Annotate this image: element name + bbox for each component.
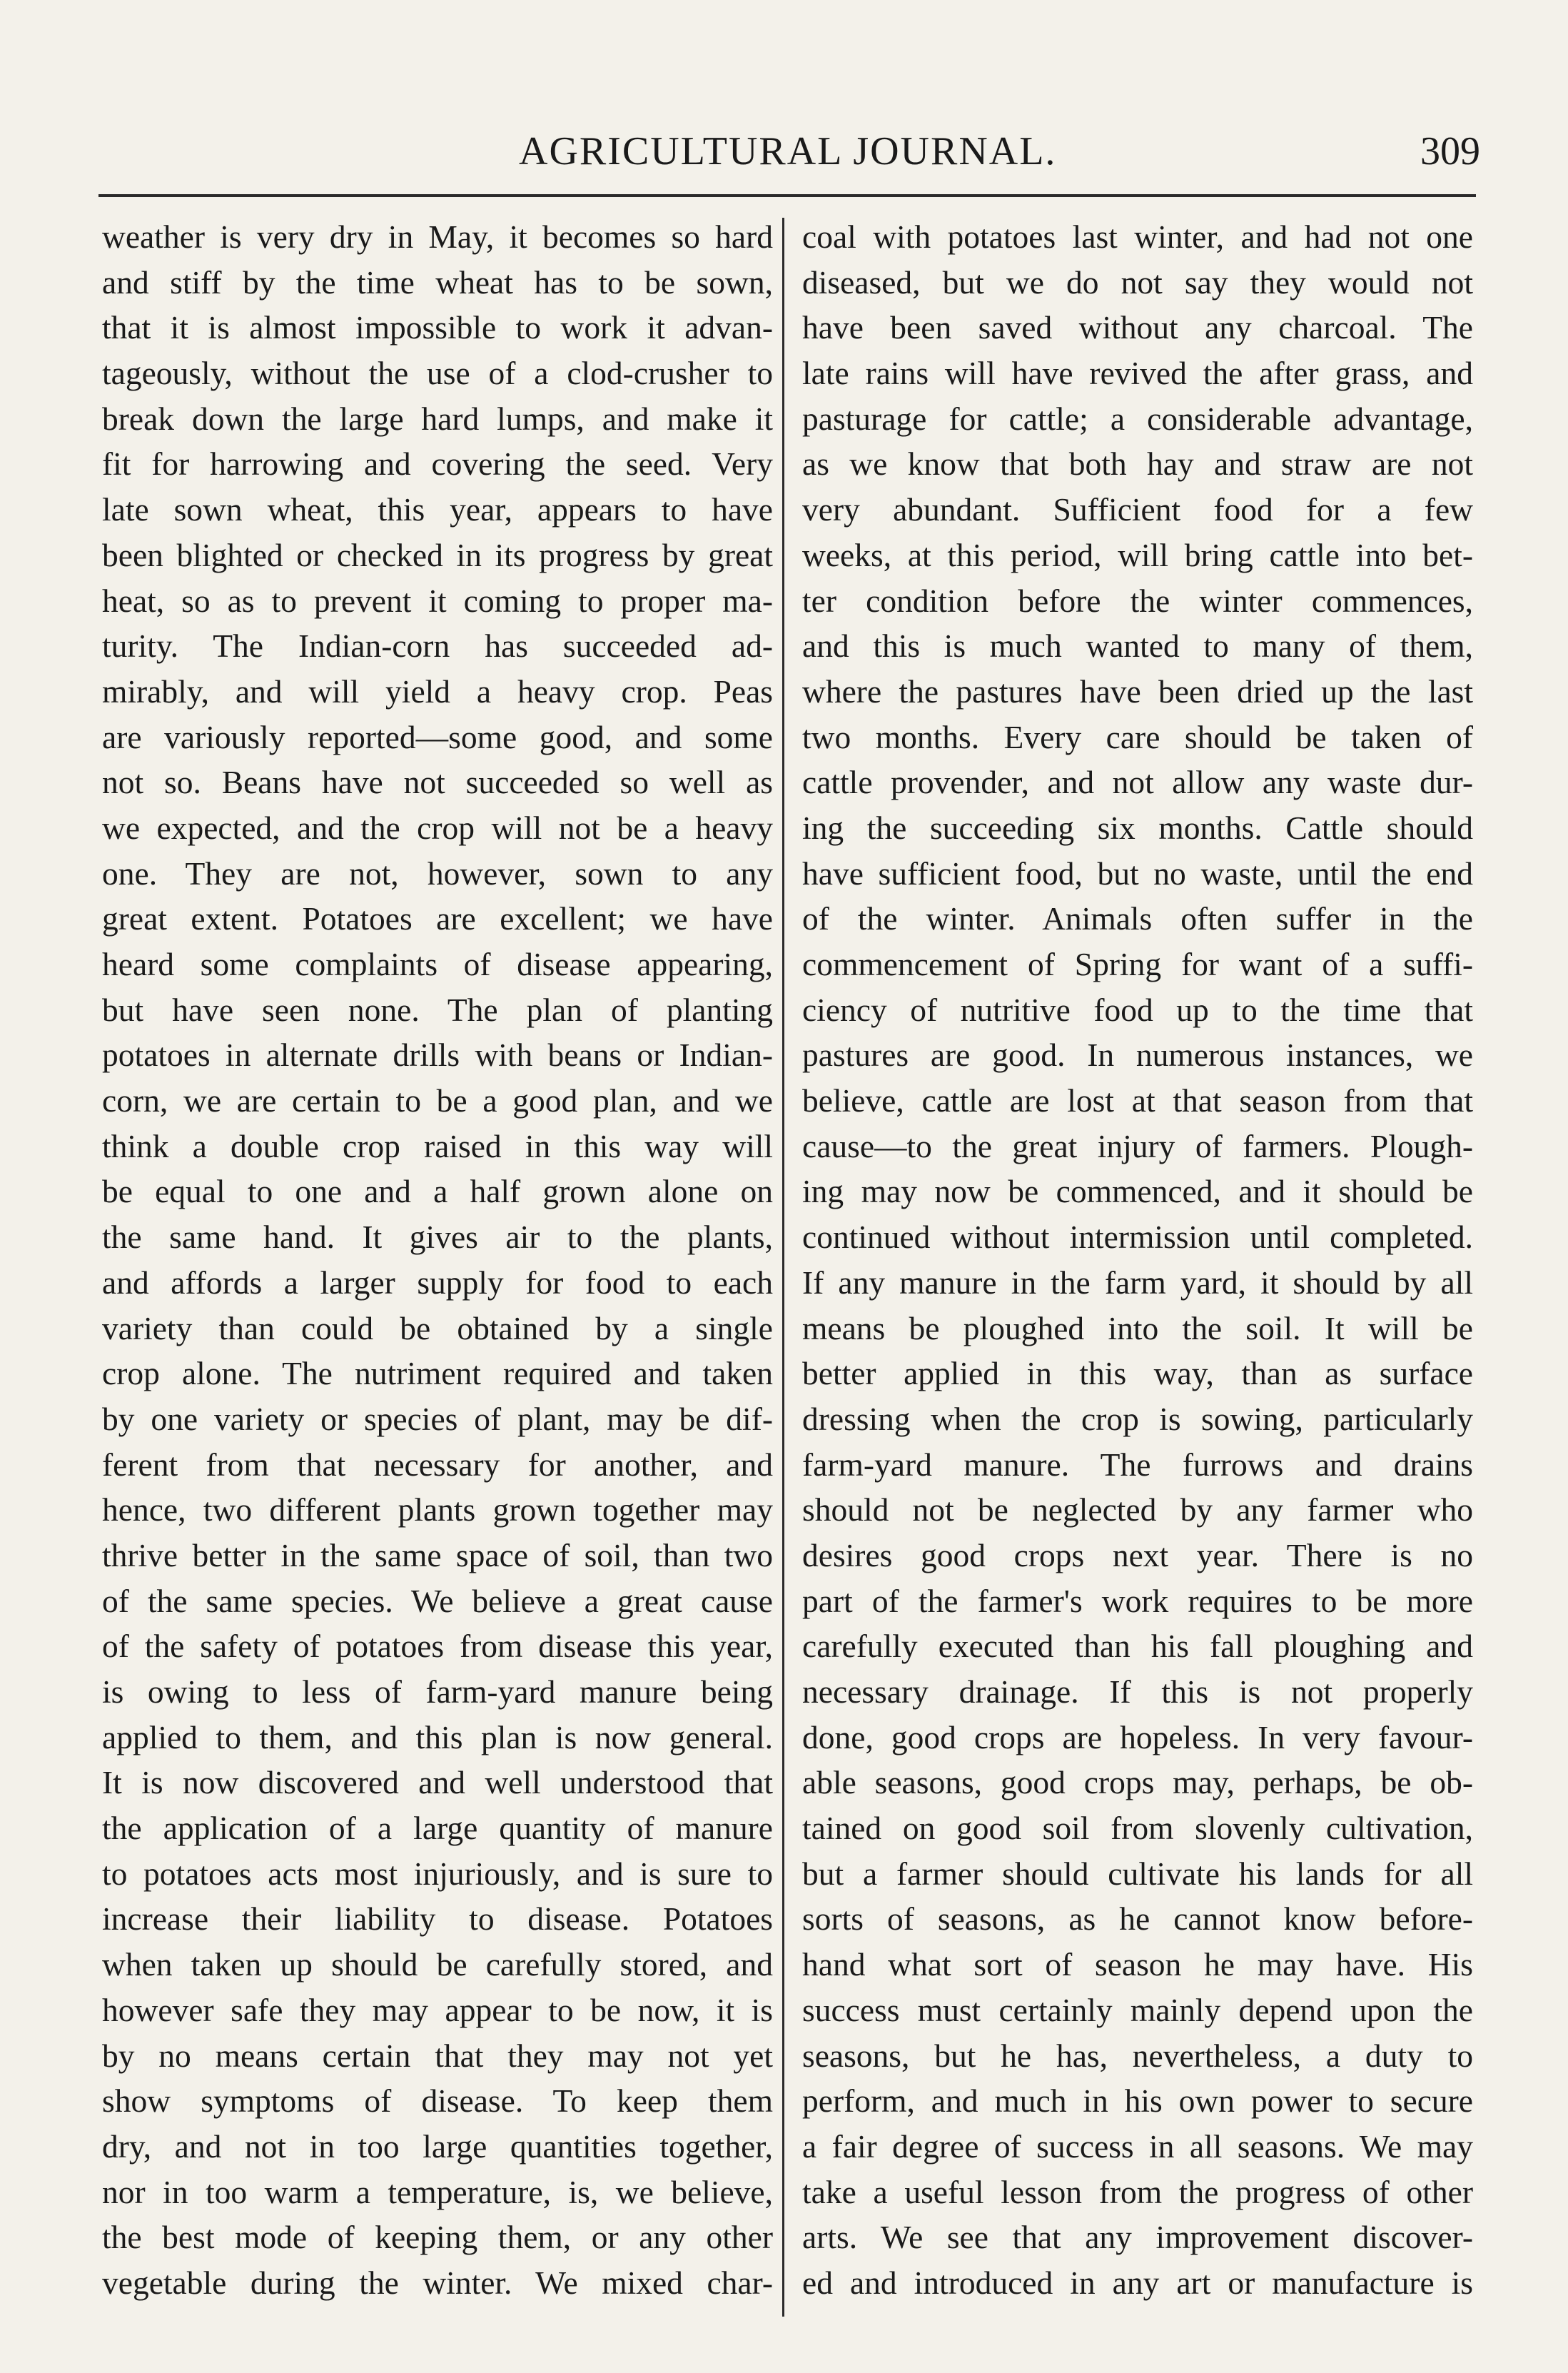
page-header	[0, 123, 1568, 180]
left-column-line: variety than could be obtained by a single	[102, 1309, 773, 1346]
left-column-line: is owing to less of farm-yard manure being	[102, 1673, 773, 1710]
left-column-line: corn, we are certain to be a good plan, and we	[102, 1082, 773, 1119]
right-column-line: done, good crops are hopeless. In very favour-	[802, 1718, 1473, 1755]
right-column-line: necessary drainage. If this is not properly	[802, 1673, 1473, 1710]
left-column-line: increase their liability to disease. Potatoes	[102, 1900, 773, 1938]
right-column-line: If any manure in the farm yard, it should by all	[802, 1264, 1473, 1301]
left-column-line: heat, so as to prevent it coming to proper ma-	[102, 582, 773, 619]
right-column-line: seasons, but he has, nevertheless, a duty to	[802, 2037, 1473, 2074]
left-column-line: however safe they may appear to be now, it is	[102, 1991, 773, 2028]
right-column-line: success must certainly mainly depend upon the	[802, 1991, 1473, 2028]
right-column-line: should not be neglected by any farmer who	[802, 1491, 1473, 1528]
right-column-line: and this is much wanted to many of them,	[802, 628, 1473, 665]
right-column-line: have been saved without any charcoal. The	[802, 309, 1473, 346]
left-column-line: think a double crop raised in this way will	[102, 1127, 773, 1164]
left-column-line: of the safety of potatoes from disease this year,	[102, 1628, 773, 1665]
header-rule	[98, 194, 1476, 197]
left-column-line: but have seen none. The plan of planting	[102, 991, 773, 1028]
right-column-line: ter condition before the winter commences,	[802, 582, 1473, 619]
right-column-line: where the pastures have been dried up the last	[802, 672, 1473, 710]
left-column-line: thrive better in the same space of soil, than two	[102, 1536, 773, 1573]
left-column-line: the same hand. It gives air to the plants,	[102, 1219, 773, 1256]
left-column-line: be equal to one and a half grown alone on	[102, 1173, 773, 1210]
left-column-line: nor in too warm a temperature, is, we believe,	[102, 2173, 773, 2210]
right-column-line: very abundant. Sufficient food for a few	[802, 491, 1473, 528]
left-column-line: we expected, and the crop will not be a heavy	[102, 809, 773, 846]
left-column-line: are variously reported—some good, and some	[102, 718, 773, 755]
left-column-line: fit for harrowing and covering the seed. Very	[102, 445, 773, 483]
left-column-line: great extent. Potatoes are excellent; we have	[102, 900, 773, 937]
left-column-line: by no means certain that they may not yet	[102, 2037, 773, 2074]
right-column-line: carefully executed than his fall ploughing and	[802, 1628, 1473, 1665]
right-column-line: sorts of seasons, as he cannot know before-	[802, 1900, 1473, 1938]
left-column-line: and stiff by the time wheat has to be sown,	[102, 263, 773, 301]
right-column-line: diseased, but we do not say they would not	[802, 263, 1473, 301]
left-column-line: ferent from that necessary for another, and	[102, 1446, 773, 1483]
left-column-line: applied to them, and this plan is now general.	[102, 1718, 773, 1755]
left-column-line: crop alone. The nutriment required and taken	[102, 1355, 773, 1392]
left-column-line: potatoes in alternate drills with beans or Indian-	[102, 1037, 773, 1074]
left-column-line: mirably, and will yield a heavy crop. Peas	[102, 672, 773, 710]
right-column-line: weeks, at this period, will bring cattle into bet-	[802, 536, 1473, 573]
left-column-line: heard some complaints of disease appearing,	[102, 946, 773, 982]
right-column-line: part of the farmer's work requires to be more	[802, 1582, 1473, 1619]
right-column-line: tained on good soil from slovenly cultivation,	[802, 1810, 1473, 1847]
left-column-line: of the same species. We believe a great cause	[102, 1582, 773, 1619]
right-column-line: two months. Every care should be taken of	[802, 718, 1473, 755]
left-column	[102, 214, 773, 2306]
right-column-line: commencement of Spring for want of a suffi-	[802, 946, 1473, 982]
right-column-line: farm-yard manure. The furrows and drains	[802, 1446, 1473, 1483]
right-column-line: have sufficient food, but no waste, until the end	[802, 855, 1473, 892]
left-column-line: been blighted or checked in its progress by great	[102, 536, 773, 573]
right-column-line: perform, and much in his own power to secure	[802, 2082, 1473, 2120]
left-column-line: one. They are not, however, sown to any	[102, 855, 773, 892]
right-column-line: better applied in this way, than as surface	[802, 1355, 1473, 1392]
right-column-line: take a useful lesson from the progress of other	[802, 2173, 1473, 2210]
left-column-line: turity. The Indian-corn has succeeded ad-	[102, 628, 773, 665]
left-column-line: the best mode of keeping them, or any other	[102, 2219, 773, 2256]
left-column-line: the application of a large quantity of manure	[102, 1810, 773, 1847]
left-column-line: dry, and not in too large quantities together,	[102, 2127, 773, 2165]
right-column-line: ing may now be commenced, and it should be	[802, 1173, 1473, 1210]
page-number: 309	[1420, 129, 1480, 173]
right-column-line: pastures are good. In numerous instances, we	[802, 1037, 1473, 1074]
left-column-line: not so. Beans have not succeeded so well as	[102, 764, 773, 801]
right-column-line: ed and introduced in any art or manufacture is	[802, 2264, 1473, 2301]
right-column-line: but a farmer should cultivate his lands for all	[802, 1855, 1473, 1892]
right-column-line: able seasons, good crops may, perhaps, be ob-	[802, 1764, 1473, 1801]
right-column-line: means be ploughed into the soil. It will be	[802, 1309, 1473, 1346]
left-column-line: weather is very dry in May, it becomes so hard	[102, 218, 773, 255]
left-column-line: and affords a larger supply for food to each	[102, 1264, 773, 1301]
left-column-line: tageously, without the use of a clod-crusher to	[102, 355, 773, 392]
left-column-line: break down the large hard lumps, and make it	[102, 400, 773, 437]
right-column-line: cattle provender, and not allow any waste dur-	[802, 764, 1473, 801]
right-column	[802, 214, 1473, 2306]
left-column-line: by one variety or species of plant, may be dif-	[102, 1400, 773, 1437]
left-column-line: that it is almost impossible to work it advan-	[102, 309, 773, 346]
left-column-line: when taken up should be carefully stored, and	[102, 1946, 773, 1983]
right-column-line: believe, cattle are lost at that season from that	[802, 1082, 1473, 1119]
right-column-line: hand what sort of season he may have. His	[802, 1946, 1473, 1983]
right-column-line: ing the succeeding six months. Cattle should	[802, 809, 1473, 846]
right-column-line: cause—to the great injury of farmers. Plough-	[802, 1127, 1473, 1164]
left-column-line: hence, two different plants grown together may	[102, 1491, 773, 1528]
right-column-line: arts. We see that any improvement discover-	[802, 2219, 1473, 2256]
column-divider	[782, 218, 784, 2317]
left-column-line: show symptoms of disease. To keep them	[102, 2082, 773, 2120]
left-column-line: to potatoes acts most injuriously, and is sure to	[102, 1855, 773, 1892]
right-column-line: pasturage for cattle; a considerable advantage,	[802, 400, 1473, 437]
left-column-line: vegetable during the winter. We mixed char-	[102, 2264, 773, 2301]
left-column-line: late sown wheat, this year, appears to have	[102, 491, 773, 528]
right-column-line: desires good crops next year. There is no	[802, 1536, 1473, 1573]
right-column-line: continued without intermission until completed.	[802, 1219, 1473, 1256]
right-column-line: a fair degree of success in all seasons. We may	[802, 2127, 1473, 2165]
right-column-line: dressing when the crop is sowing, particularly	[802, 1400, 1473, 1437]
left-column-line: It is now discovered and well understood that	[102, 1764, 773, 1801]
right-column-line: as we know that both hay and straw are not	[802, 445, 1473, 483]
right-column-line: coal with potatoes last winter, and had not one	[802, 218, 1473, 255]
right-column-line: of the winter. Animals often suffer in the	[802, 900, 1473, 937]
right-column-line: late rains will have revived the after grass, and	[802, 355, 1473, 392]
running-title: AGRICULTURAL JOURNAL.	[519, 129, 1057, 173]
right-column-line: ciency of nutritive food up to the time that	[802, 991, 1473, 1028]
